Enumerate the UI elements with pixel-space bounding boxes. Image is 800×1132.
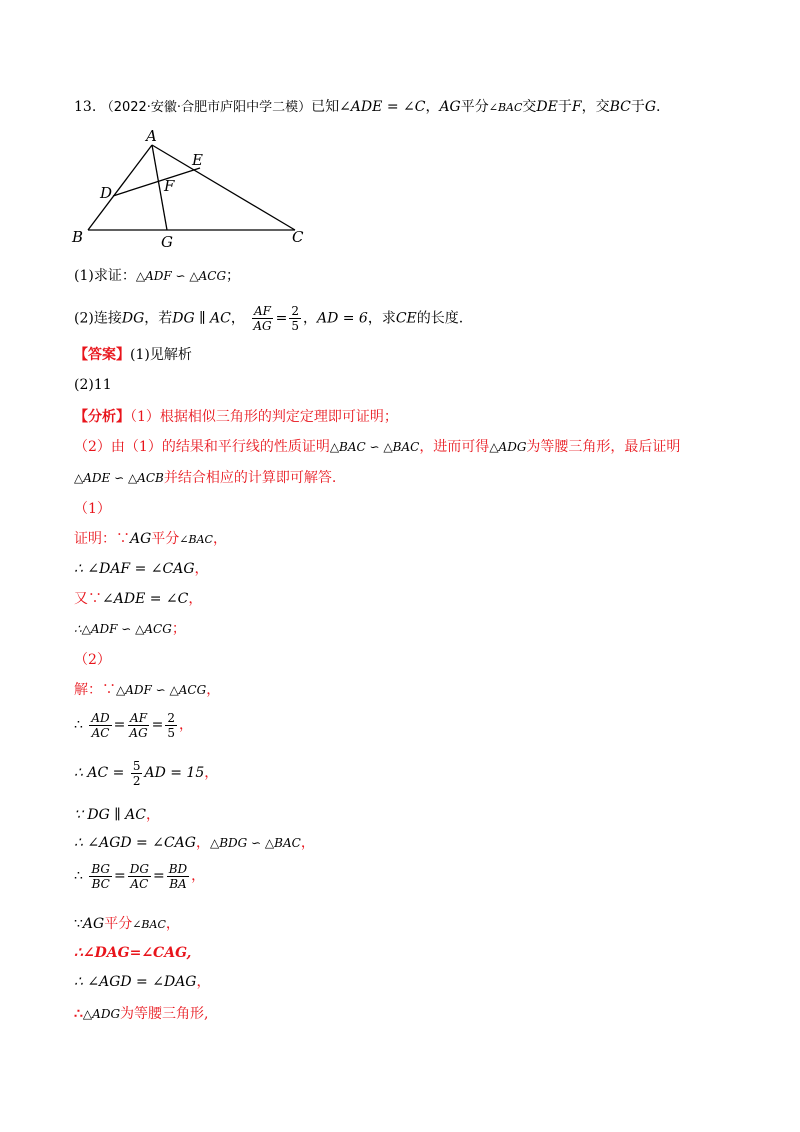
solution-math: AD = 15 [144,765,205,781]
solution-1-line-2 [74,559,209,579]
fraction-ad-ac [89,711,111,740]
solution-2-line-7 [74,914,180,935]
solution-head: （2） [74,652,111,668]
frac-den: BA [169,876,187,891]
analysis-math: △ADG [489,440,527,454]
problem-source: （2022·安徽·合肥市庐阳中学二模） [100,100,312,115]
label-e: E [192,151,203,169]
solution-1-line-1 [74,529,227,550]
solution-math: ∴ ∠DAF = ∠CAG [74,561,195,577]
q2-text: 的长度. [416,310,464,327]
solution-2-line-5 [74,833,315,853]
solution-text: 解：∵ [74,682,116,698]
frac-den: 5 [167,725,176,740]
solution-math: AG [82,916,105,932]
frac-num: AD [91,710,110,725]
solution-math: ∴∠DAG=∠CAG, [74,945,192,961]
analysis-line-1 [74,407,398,427]
answer-line-1 [74,345,192,365]
solution-2-line-8 [74,943,191,963]
analysis-text: 为等腰三角形，最后证明 [526,439,681,455]
frac-num: 5 [132,758,141,773]
solution-text: ， [194,561,209,577]
frac-den: AC [130,876,149,891]
stem-text: 于 [557,99,572,115]
analysis-text: （1）根据相似三角形的判定定理即可证明； [130,409,398,425]
fraction-2-5 [165,711,177,740]
frac-num: BG [91,861,111,876]
frac-den: 2 [132,773,141,788]
solution-text: 证明：∵ [74,531,130,547]
label-f: F [164,177,175,195]
q2-text: ，若 [144,310,173,327]
solution-text: ， [206,682,221,698]
stem-text: ， [425,99,440,115]
fraction-bd-ba [167,862,189,891]
solution-1-line-4 [74,619,186,639]
stem-math: G [644,99,657,115]
q2-math: CE [395,310,417,327]
frac-den: AG [129,725,148,740]
label-c: C [292,228,304,246]
frac-num: BD [168,861,188,876]
q2-text: ，求 [367,310,396,327]
analysis-math: △BAC ∽ △BAC [329,440,420,454]
solution-head: （1） [74,501,111,517]
stem-math: ∠BAC [488,101,523,114]
q2-text: ， [302,310,317,327]
q2-math: AD = 6 [316,310,368,327]
analysis-text: ，进而可得 [419,439,490,455]
answer-2: (2)11 [74,377,112,393]
solution-text: 又∵ [74,591,102,607]
solution-math: ∴ AC = [74,765,125,781]
question-2 [74,304,463,333]
stem-math: BC [609,99,631,115]
q1-text: ； [226,268,241,284]
solution-1-line-3 [74,589,202,609]
solution-math: ∠BAC [179,533,213,546]
problem-stem [74,97,660,118]
solution-text: 为等腰三角形, [120,1006,209,1022]
solution-text: ， [165,916,180,932]
q2-eq: = [275,310,288,327]
stem-text: 于 [630,99,645,115]
solution-text: 平分 [151,531,180,547]
stem-text: . [656,99,661,115]
q2-math: DG ∥ AC [172,310,231,327]
q2-text: (2)连接 [74,310,122,327]
fraction-dg-ac [128,862,151,891]
solution-text: ∴ [74,1006,83,1022]
fraction-af-ag [127,711,149,740]
solution-text: ， [179,717,194,733]
analysis-line-3 [74,468,336,488]
stem-text: 平分 [460,99,489,115]
fraction-bg-bc [89,862,112,891]
solution-text: ∴ [74,717,83,733]
label-d: D [100,184,113,202]
q1-math: △ADF ∽ △ACG [135,269,227,283]
frac-den: BC [91,876,110,891]
solution-text: ， [212,531,227,547]
fraction-5-2 [131,759,143,788]
solution-2-line-9 [74,972,211,992]
solution-text: ， [195,835,210,851]
frac-num: AF [253,304,271,318]
solution-math: △BDG ∽ △BAC [209,836,301,850]
frac-den: AC [91,725,110,740]
stem-math: ∠ADE = ∠C [339,99,426,115]
solution-2-line-2 [74,708,193,742]
solution-math: ∴ ∠AGD = ∠CAG [74,835,196,851]
solution-2-line-6 [74,858,205,894]
analysis-text: （2）由（1）的结果和平行线的性质证明 [74,439,330,455]
answer-1: (1)见解析 [130,347,192,363]
analysis-line-2 [74,437,680,457]
solution-eq: = [114,868,126,884]
fraction-af-ag [251,304,273,333]
analysis-tag: 【分析】 [74,409,130,425]
stem-math: DE [536,99,558,115]
solution-text: ∵ [74,916,83,932]
label-g: G [161,233,173,251]
frac-num: 2 [291,304,299,318]
stem-math: F [571,99,582,115]
label-a: A [146,127,157,145]
stem-text: ，交 [581,99,610,115]
solution-math: AG [130,531,152,547]
solution-1-head [74,499,111,519]
solution-eq: = [152,868,165,884]
analysis-text: 并结合相应的计算即可解答. [163,470,337,486]
solution-eq: = [113,717,126,733]
solution-math: ∴ ∠AGD = ∠DAG [74,974,197,990]
stem-math: AG [439,99,461,115]
solution-text: ， [300,835,315,851]
solution-2-line-10 [74,1004,208,1024]
solution-2-line-3 [74,756,218,790]
solution-math: △ADF ∽ △ACG [116,683,207,697]
solution-text: ∴ [74,868,83,884]
solution-text: ， [204,765,219,781]
stem-text: 交 [522,99,537,115]
solution-math: △ADG [82,1007,121,1021]
solution-2-line-4 [74,805,160,825]
solution-math: ∴△ADF ∽ △ACG [74,622,172,636]
solution-text: ， [188,591,203,607]
solution-text: ， [196,974,211,990]
q2-math: DG [121,310,145,327]
frac-num: DG [129,861,149,876]
solution-text: ； [171,621,186,637]
solution-text: ， [145,807,160,823]
answer-line-2 [74,375,112,395]
solution-math: ∵ DG ∥ AC [74,807,146,823]
solution-2-line-1 [74,680,220,700]
answer-tag: 【答案】 [74,347,130,363]
frac-den: AG [253,319,272,333]
analysis-math: △ADE ∽ △ACB [74,471,164,485]
triangle-figure [60,125,320,255]
frac-den: 5 [291,319,299,333]
problem-number: 13. [74,99,97,115]
q1-text: (1)求证： [74,268,136,284]
solution-math: ∠ADE = ∠C [102,591,189,607]
segment-ab [88,145,152,230]
solution-math: ∠BAC [132,918,166,931]
solution-text: 平分 [104,916,133,932]
question-1 [74,266,240,286]
solution-text: ， [191,868,206,884]
stem-text: 已知 [311,99,340,115]
label-b: B [72,228,84,246]
fraction-2-5 [289,304,301,333]
solution-eq: = [151,717,164,733]
solution-2-head [74,650,111,670]
frac-num: 2 [167,710,176,725]
frac-num: AF [130,710,148,725]
q2-text: ， [230,310,245,327]
